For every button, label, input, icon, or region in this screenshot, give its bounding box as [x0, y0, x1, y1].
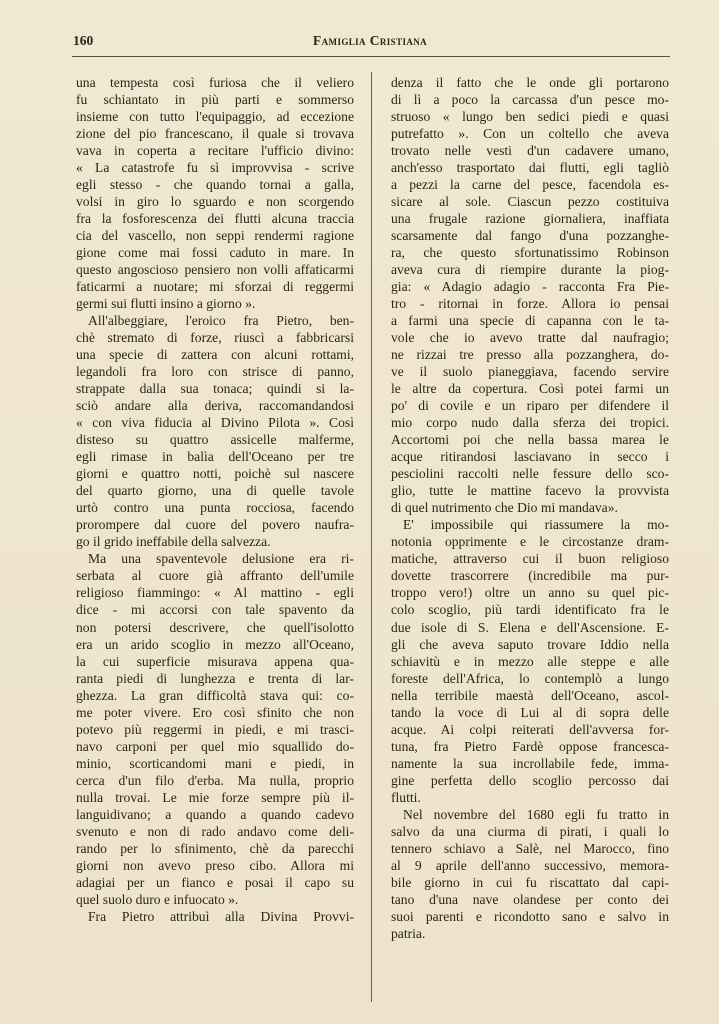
- text-line: insieme con tutto l'equipaggio, ad eccezione: [76, 109, 354, 125]
- text-line: era un arido scoglio in mezzo all'Oceano,: [76, 636, 354, 652]
- text-line: Accortomi poi che nella bassa marea le: [391, 432, 669, 448]
- text-line: legandoli fra loro con strisce di panno,: [76, 364, 354, 380]
- text-line: troppo vero!) oltre un anno su quel pic-: [391, 585, 669, 601]
- text-line: dovette trascorrere (incredibile ma pur-: [391, 568, 669, 584]
- text-line: egli stesso - che quando tornai a galla,: [76, 177, 354, 193]
- text-line: glio, tutte le mattine facevo la provvista: [391, 483, 669, 499]
- text-line: ve il suolo pianeggiava, facendo servire: [391, 364, 669, 380]
- text-line: tano d'una nave olandese per conto dei: [391, 891, 669, 907]
- text-line: di quel nutrimento che Dio mi mandava».: [391, 500, 618, 516]
- text-line: putrefatto ». Con un coltello che aveva: [391, 126, 669, 142]
- text-line: germi sui flutti insino a giorno ».: [76, 296, 256, 312]
- text-line: Nel novembre del 1680 egli fu tratto in: [403, 806, 669, 822]
- text-line: volsi in giro lo sguardo e non scorgendo: [76, 194, 354, 210]
- text-line: non potersi descrivere, che quell'isolotto: [76, 619, 354, 635]
- text-line: a pezzi la carne del pesce, facendola es-: [391, 177, 669, 193]
- header-rule: [72, 56, 670, 57]
- text-line: fra la fosforescenza dei flutti alcuna traccia: [76, 211, 354, 227]
- text-line: rando per lo sfinimento, chè da parecchi: [76, 840, 354, 856]
- text-line: tennero schiavo a Salè, nel Marocco, fino: [391, 840, 669, 856]
- text-line: prorompere dal cuore del povero naufra-: [76, 517, 354, 533]
- text-line: urtò contro una punta rocciosa, facendo: [76, 500, 354, 516]
- text-line: di lì a poco la carcassa d'un pesce mo-: [391, 92, 669, 108]
- text-line: « La catastrofe fu sì improvvisa - scrive: [76, 160, 354, 176]
- text-line: dice - mi accorsi con tale spavento da: [76, 602, 354, 618]
- text-line: acque ritirandosi lasciavano in secco i: [391, 449, 669, 465]
- text-line: matiche, attraverso cui il buon religioso: [391, 551, 669, 567]
- text-line: E' impossibile qui riassumere la mo-: [403, 517, 669, 533]
- text-line: patria.: [391, 925, 426, 941]
- text-line: « con viva fiducia al Divino Pilota ». Così: [76, 415, 354, 431]
- text-line: vole che io avevo tratte dal naufragio;: [391, 330, 669, 346]
- text-line: gine perfetta dello scoglio percosso dai: [391, 772, 669, 788]
- text-line: quel suolo duro e infuocato ».: [76, 891, 239, 907]
- text-line: sciò andare alla deriva, raccomandandosi: [76, 398, 354, 414]
- text-line: svenuto e non di rado andavo come deli-: [76, 823, 354, 839]
- text-line: del quarto giorno, una di quelle tavole: [76, 483, 354, 499]
- text-line: giorni non avevo preso cibo. Allora mi: [76, 857, 354, 873]
- text-line: gia: « Adagio adagio - racconta Fra Pie-: [391, 279, 669, 295]
- text-line: bile giorno in cui fu riscattato dal capi-: [391, 874, 669, 890]
- text-line: la cui superficie misurava appena qua-: [76, 653, 354, 669]
- text-line: Fra Pietro attribuì alla Divina Provvi-: [88, 908, 354, 924]
- text-line: religioso fiammingo: « Al mattino - egli: [76, 585, 354, 601]
- text-line: tro - ritornai in forze. Allora io pensai: [391, 296, 669, 312]
- text-line: tando la voce di Lui al di sopra delle: [391, 704, 669, 720]
- text-line: nella terribile maestà dell'Oceano, ascol-: [391, 687, 669, 703]
- right-column: [391, 74, 669, 942]
- text-line: potevo più reggermi in piedi, e mi trasci-: [76, 721, 354, 737]
- text-line: egli rimase in balìa dell'Oceano per tre: [76, 449, 354, 465]
- text-line: fu schiantato in più parti e sommerso: [76, 92, 354, 108]
- text-line: ranta piedi di lunghezza e trenta di lar-: [76, 670, 354, 686]
- text-line: questo angoscioso pensiero non volli affaticarmi: [76, 262, 354, 278]
- text-line: po' di covile e un riparo per difendere il: [391, 398, 669, 414]
- text-line: giorni e quattro notti, poichè sul nascere: [76, 466, 354, 482]
- text-line: cia del vascello, non seppi rendermi ragione: [76, 228, 354, 244]
- text-line: zione del pio francescano, il quale si trovava: [76, 126, 354, 142]
- text-line: ne rizzai tre presso alla pozzanghera, do-: [391, 347, 669, 363]
- text-line: strappate dalla sua tonaca; quindi si la-: [76, 381, 354, 397]
- text-line: denza il fatto che le onde gli portarono: [391, 75, 669, 90]
- text-line: scarsamente dal fango d'una pozzanghe-: [391, 228, 669, 244]
- text-line: tuna, fra Pietro Fardè oppose francesca-: [391, 738, 669, 754]
- text-line: al 9 aprile dell'anno successivo, memora-: [391, 857, 669, 873]
- text-line: me poter vivere. Ero così sfinito che non: [76, 704, 354, 720]
- text-line: acque. Ai colpi reiterati dell'avversa for-: [391, 721, 669, 737]
- text-line: serbata al cuore già affranto dell'umile: [76, 568, 354, 584]
- page-number: 160: [73, 33, 94, 48]
- text-line: aveva cura di riempire durante la piog-: [391, 262, 669, 278]
- text-line: nulla trovai. Le mie forze sempre più il-: [76, 789, 354, 805]
- text-line: flutti.: [391, 789, 421, 805]
- text-line: gli che aveva saputo trovare Iddio nella: [391, 636, 669, 652]
- text-line: ra, che questo sfortunatissimo Robinson: [391, 245, 669, 261]
- text-line: anch'esso trasportato dai flutti, egli tagliò: [391, 160, 669, 176]
- text-line: schiavitù e in mezzo alle steppe e alle: [391, 653, 669, 669]
- text-line: gione come mai fossi caduto in mare. In: [76, 245, 354, 261]
- text-line: salvo da una ciurma di pirati, i quali lo: [391, 823, 669, 839]
- text-line: languidivano; a quando a quando cadevo: [76, 806, 354, 822]
- text-line: All'albeggiare, l'eroico fra Pietro, ben-: [88, 313, 354, 329]
- text-line: ghezza. La gran difficoltà stava qui: co-: [76, 687, 354, 703]
- text-line: trovato nelle vesti d'un cadavere umano,: [391, 143, 669, 159]
- text-line: suoi parenti e ricondotto sano e salvo in: [391, 908, 669, 924]
- text-line: pesciolini raccolti nelle fessure dello sco-: [391, 466, 669, 482]
- text-line: sicare al sole. Ciascun pezzo costituiva: [391, 194, 669, 210]
- text-line: una frugale razione giornaliera, inaffiata: [391, 211, 669, 227]
- journal-title: Famiglia Cristiana: [313, 33, 428, 48]
- text-line: faticarmi a nuotare; mi sforzai di reggermi: [76, 279, 354, 295]
- text-line: vava in coperta a recitare l'ufficio divino:: [76, 143, 354, 159]
- text-line: Ma una spaventevole delusione era ri-: [88, 551, 354, 567]
- text-line: cerca d'un filo d'erba. Ma nulla, proprio: [76, 772, 354, 788]
- text-line: struoso « lungo ben sedici piedi e quasi: [391, 109, 669, 125]
- column-divider: [371, 72, 372, 1002]
- text-line: go il grido ineffabile della salvezza.: [76, 534, 271, 550]
- left-column: [76, 74, 354, 925]
- text-line: una specie di zattera con alcuni rottami,: [76, 347, 354, 363]
- text-line: disteso su quattro assicelle malferme,: [76, 432, 354, 448]
- text-line: notonia opprimente e le circostanze dram-: [391, 534, 669, 550]
- text-line: foreste dell'Africa, lo contemplò a lungo: [391, 670, 669, 686]
- text-line: due isole di S. Elena e dell'Ascensione. E-: [391, 619, 669, 635]
- text-line: navo carponi per quel mio squallido do-: [76, 738, 354, 754]
- text-line: colo scoglio, più tardi identificato fra le: [391, 602, 669, 618]
- text-line: chè stremato di forze, riuscì a fabbricarsi: [76, 330, 354, 346]
- text-line: minio, scorticandomi mani e piedi, in: [76, 755, 354, 771]
- text-line: namente la sua incrollabile fede, imma-: [391, 755, 669, 771]
- text-line: a farmi una specie di capanna con le ta-: [391, 313, 669, 329]
- text-line: adagiai per un fianco e posai il capo su: [76, 874, 354, 890]
- text-line: una tempesta così furiosa che il veliero: [76, 75, 354, 90]
- text-line: mio corpo nudo dalla sferza dei tropici.: [391, 415, 669, 431]
- running-head: [73, 33, 669, 51]
- text-line: le altre da copertura. Così potei farmi un: [391, 381, 669, 397]
